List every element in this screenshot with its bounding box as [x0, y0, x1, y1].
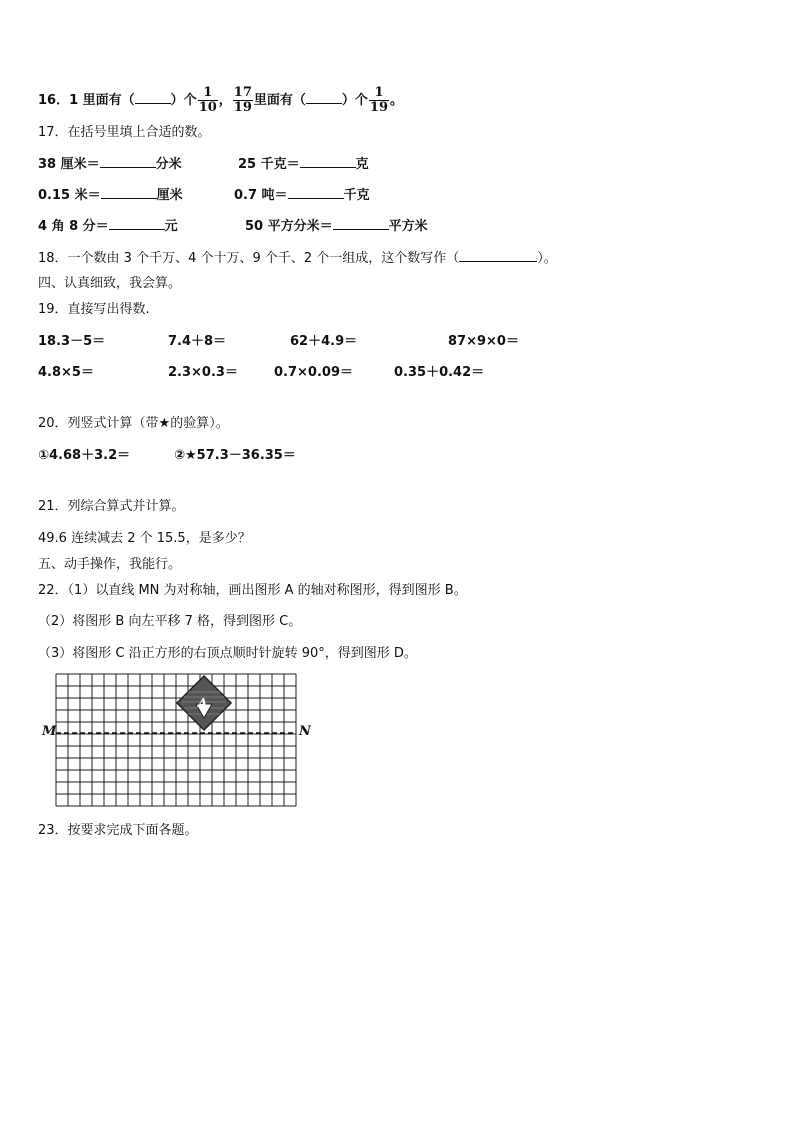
vertical-calc-item: ①4.68＋3.2＝	[38, 448, 131, 463]
grid-svg	[38, 670, 318, 815]
q17-item: 0.7 吨＝ 千克	[234, 188, 370, 203]
q22-line-1: 22．（1）以直线 MN 为对称轴，画出图形 A 的轴对称图形，得到图形 B。	[38, 583, 467, 598]
vertical-calc-item: ②★57.3－36.35＝	[174, 448, 296, 463]
q16-comma: ，	[218, 93, 232, 108]
q16-text-2: ）个	[170, 93, 197, 108]
q16-text-1: 1 里面有（	[69, 93, 135, 108]
q16-fraction-2: $\frac{17}{19}$	[233, 85, 252, 115]
question-18: 18．一个数由 3 个千万、4 个十万、9 个千、2 个一组成，这个数写作（ ）。	[38, 251, 557, 266]
section-4-heading: 四、认真细致，我会算。	[38, 276, 182, 291]
calc-item: 62＋4.9＝	[290, 334, 358, 349]
question-16	[38, 86, 403, 115]
q16-blank-1[interactable]	[135, 91, 171, 104]
q22-line-2: （2）将图形 B 向左平移 7 格，得到图形 C。	[38, 614, 302, 629]
label-a: A	[198, 696, 208, 710]
q23-title: 23．按要求完成下面各题。	[38, 823, 198, 838]
calc-item: 4.8×5＝	[38, 365, 94, 380]
label-n: N	[299, 724, 311, 739]
q17-item: 4 角 8 分＝ 元	[38, 219, 178, 234]
q19-title: 19．直接写出得数.	[38, 302, 150, 317]
q17-item: 38 厘米＝ 分米	[38, 157, 182, 172]
q16-fraction-3: $\frac{1}{19}$	[369, 85, 389, 115]
q17-item: 50 平方分米＝ 平方米	[245, 219, 428, 234]
q16-text-3: 里面有（	[253, 93, 306, 108]
grid-figure	[38, 670, 318, 815]
answer-blank[interactable]	[109, 217, 165, 230]
section-5-heading: 五、动手操作，我能行。	[38, 557, 182, 572]
q16-number: 16．	[38, 93, 70, 108]
calc-item: 87×9×0＝	[448, 334, 519, 349]
q21-text: 49.6 连续减去 2 个 15.5，是多少？	[38, 531, 251, 546]
q17-item: 0.15 米＝ 厘米	[38, 188, 183, 203]
calc-item: 0.35＋0.42＝	[394, 365, 485, 380]
q16-text-4: ）个	[341, 93, 368, 108]
answer-blank[interactable]	[333, 217, 389, 230]
answer-blank[interactable]	[100, 155, 156, 168]
label-m: M	[42, 724, 57, 739]
calc-item: 18.3－5＝	[38, 334, 106, 349]
calc-item: 2.3×0.3＝	[168, 365, 238, 380]
q16-end: 。	[390, 93, 404, 108]
q21-title: 21．列综合算式并计算。	[38, 499, 185, 514]
calc-item: 7.4＋8＝	[168, 334, 227, 349]
answer-blank[interactable]	[101, 186, 157, 199]
q16-blank-2[interactable]	[306, 91, 342, 104]
q17-item: 25 千克＝ 克	[238, 157, 369, 172]
calc-item: 0.7×0.09＝	[274, 365, 353, 380]
answer-blank[interactable]	[459, 249, 537, 262]
q22-line-3: （3）将图形 C 沿正方形的右顶点顺时针旋转 90°，得到图形 D。	[38, 646, 417, 661]
answer-blank[interactable]	[300, 155, 356, 168]
q16-fraction-1: $\frac{1}{10}$	[198, 85, 217, 115]
answer-blank[interactable]	[288, 186, 344, 199]
q20-title: 20．列竖式计算（带★的验算）。	[38, 416, 229, 431]
square-grid	[56, 674, 296, 806]
q17-title: 17．在括号里填上合适的数。	[38, 125, 211, 140]
